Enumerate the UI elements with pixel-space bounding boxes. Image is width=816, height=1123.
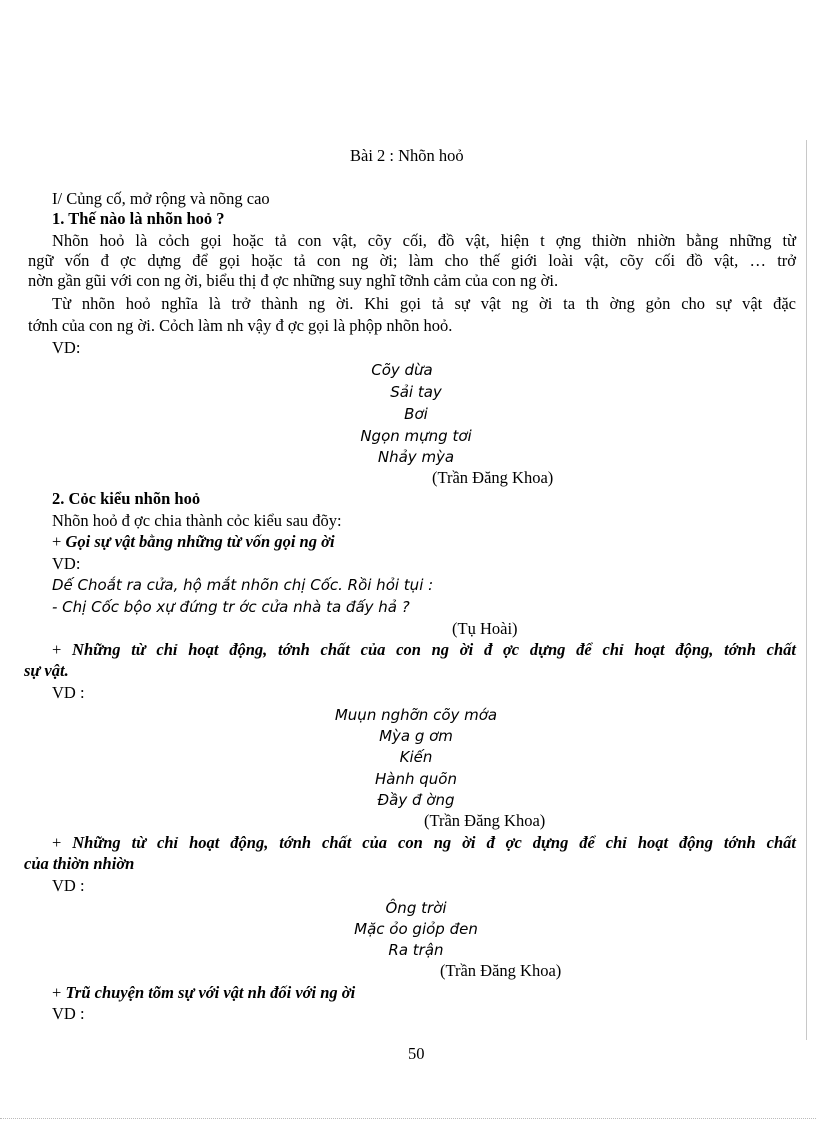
example-label: VD : [52, 683, 85, 702]
type-1-item [52, 532, 335, 552]
quote-1-line: Dế Choắt ra cửa, hộ mắt nhõn chị Cốc. Rồi hỏi tụi : [52, 576, 434, 594]
paragraph-1-line-3: nờn gần gũi với con ng ời, biểu thị đ ợc những suy nghĩ tỡnh cảm của con ng ời. [28, 271, 559, 290]
plus-marker: + [52, 983, 66, 1002]
poem-1-line: Sải tay [390, 383, 442, 401]
example-label: VD: [52, 338, 81, 357]
poem-1-author: (Trần Đăng Khoa) [432, 468, 554, 487]
plus-marker: + [52, 833, 73, 852]
plus-marker: + [52, 532, 66, 551]
type-4-heading: Trũ chuyện tõm sự với vật nh đối với ng ời [65, 983, 356, 1002]
question-1-heading: 1. Thế nào là nhõn hoỏ ? [52, 209, 225, 228]
paragraph-1-line-1: Nhõn hoỏ là cỏch gọi hoặc tả con vật, cõy cối, đồ vật, hiện t ợng thiờn nhiờn bằng những từ [52, 231, 796, 250]
bottom-page-border [0, 1118, 816, 1119]
type-3-heading-line-2: của thiờn nhiờn [24, 854, 135, 873]
page-number: 50 [408, 1044, 425, 1063]
poem-1-line: Nhảy mỳa [377, 448, 455, 466]
poem-3-line: Mặc ỏo giỏp đen [354, 920, 478, 938]
poem-1-line: Ngọn mựng tơi [360, 427, 472, 445]
poem-3-line: Ra trận [388, 941, 444, 959]
poem-2-line: Kiến [399, 748, 433, 766]
poem-3-line: Ông trời [385, 899, 447, 917]
question-2-heading: 2. Cỏc kiểu nhõn hoỏ [52, 489, 201, 508]
paragraph-2-line-1: Từ nhõn hoỏ nghĩa là trở thành ng ời. Khi gọi tả sự vật ng ời ta th ờng gỏn cho sự vật đặc [52, 294, 796, 313]
type-2-heading-line-1: Những từ chỉ hoạt động, tớnh chất của con ng ời đ ợc dựng để chỉ hoạt động, tớnh chất [72, 640, 796, 659]
poem-2-author: (Trần Đăng Khoa) [424, 811, 546, 830]
paragraph-2-line-2: tớnh của con ng ời. Cỏch làm nh vậy đ ợc gọi là phộp nhõn hoỏ. [28, 316, 453, 335]
type-1-heading: Gọi sự vật bằng những từ vốn gọi ng ời [65, 532, 335, 551]
quote-1-line: - Chị Cốc bộo xự đứng tr ớc cửa nhà ta đấy hả ? [52, 598, 410, 616]
example-label: VD: [52, 554, 81, 573]
poem-2-line: Muụn nghỡn cõy mớa [334, 706, 498, 724]
poem-2-line: Hành quõn [375, 770, 457, 788]
poem-1-line: Cõy dừa [371, 361, 433, 379]
poem-3-author: (Trần Đăng Khoa) [440, 961, 562, 980]
type-3-item [52, 833, 796, 853]
example-label: VD : [52, 1004, 85, 1023]
paragraph-1-line-2: ngữ vốn đ ợc dựng để gọi hoặc tả con ng ời; làm cho thế giới loài vật, cõy cối đồ vật, … trở [28, 251, 796, 270]
right-page-border [806, 140, 807, 1040]
plus-marker: + [52, 640, 73, 659]
type-2-item [52, 640, 796, 660]
section-heading: I/ Củng cố, mở rộng và nõng cao [52, 189, 270, 208]
poem-1-line: Bơi [404, 405, 428, 423]
type-2-heading-line-2: sự vật. [24, 661, 69, 680]
question-2-intro: Nhõn hoỏ đ ợc chia thành cỏc kiểu sau đõy: [52, 511, 342, 530]
type-3-heading-line-1: Những từ chỉ hoạt động, tớnh chất của con ng ời đ ợc dựng để chỉ hoạt động tớnh chất [72, 833, 796, 852]
example-label: VD : [52, 876, 85, 895]
type-4-item [52, 983, 355, 1003]
quote-1-author: (Tụ Hoài) [452, 619, 518, 638]
poem-2-line: Mỳa g ơm [379, 727, 453, 745]
lesson-title: Bài 2 : Nhõn hoỏ [350, 146, 464, 165]
poem-2-line: Đầy đ ờng [377, 791, 455, 809]
